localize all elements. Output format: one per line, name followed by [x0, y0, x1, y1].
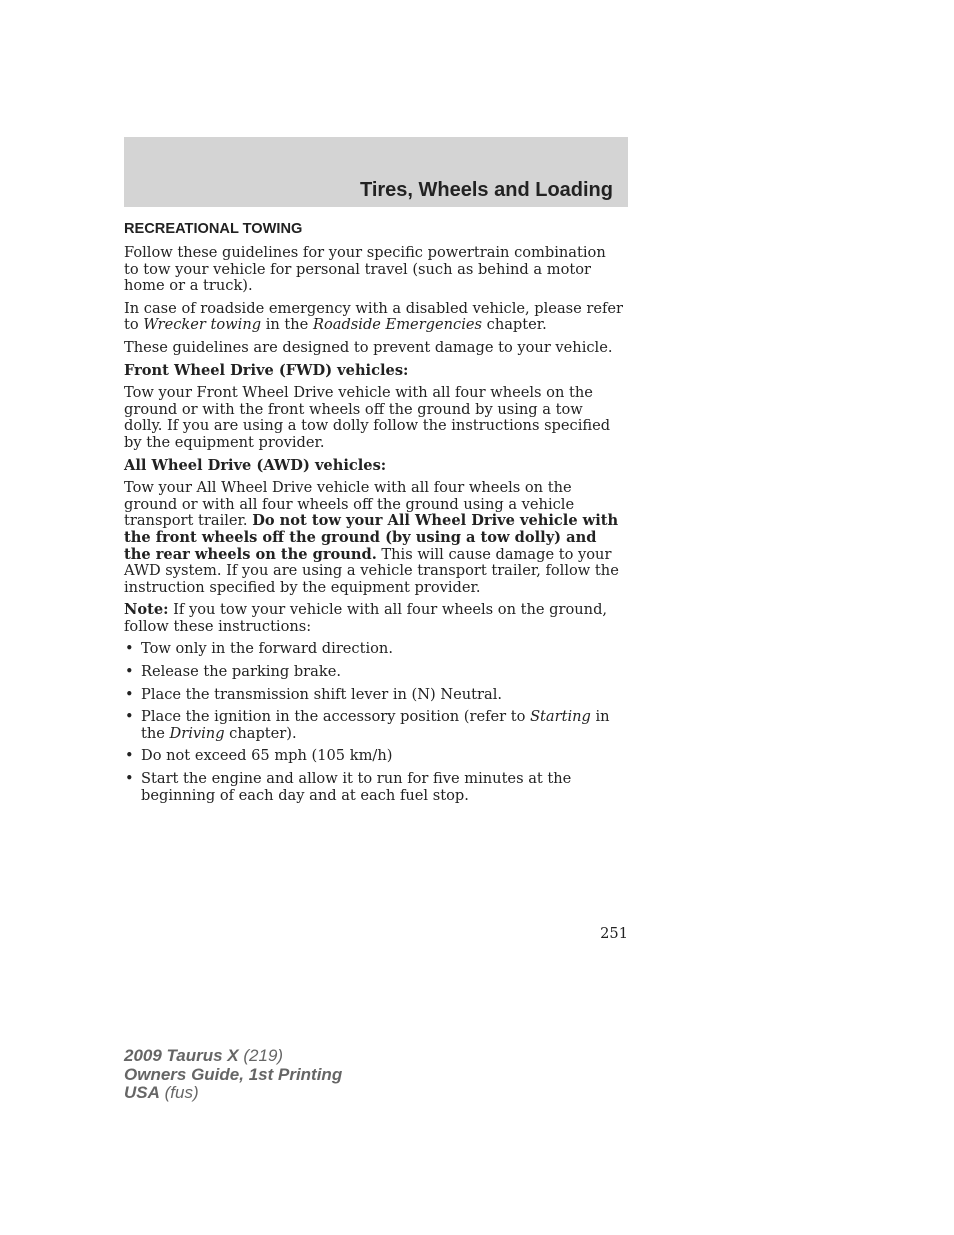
list-item-text-3: chapter).	[224, 724, 297, 742]
page-number: 251	[600, 925, 628, 942]
section-heading: RECREATIONAL TOWING	[124, 221, 303, 237]
page-content	[124, 219, 624, 810]
list-item-text: Do not exceed 65 mph (105 km/h)	[141, 747, 393, 765]
footer-market-line	[124, 1084, 342, 1103]
awd-text-2: This will cause damage to your AWD system. If you are using a vehicle transport trailer, follow the instruction specified by the equipment provider.	[124, 545, 619, 596]
fwd-subheading: Front Wheel Drive (FWD) vehicles:	[124, 361, 409, 379]
note-text: If you tow your vehicle with all four wheels on the ground, follow these instructions:	[124, 601, 608, 635]
footer-model-code: (219)	[238, 1046, 284, 1065]
bullet-icon: •	[125, 708, 134, 726]
bullet-icon: •	[125, 640, 134, 658]
bullet-icon: •	[125, 663, 134, 681]
bullet-icon: •	[125, 770, 134, 788]
awd-paragraph	[124, 480, 624, 596]
intro-paragraph: Follow these guidelines for your specific powertrain combination to tow your vehicle for personal travel (such as behind a motor home or a truck).	[124, 244, 606, 295]
footer-market-code: (fus)	[159, 1083, 199, 1102]
list-item-text-1: Place the ignition in the accessory position (refer to	[141, 708, 531, 726]
footer-guide: Owners Guide, 1st Printing	[124, 1064, 343, 1084]
wrecker-towing-ref: Wrecker towing	[143, 316, 262, 334]
list-item-text-2: in the	[141, 708, 610, 742]
list-item	[124, 687, 624, 704]
awd-warning: Do not tow your All Wheel Drive vehicle with the front wheels off the ground (by using a tow dolly) and the rear wheels on the ground.	[124, 512, 619, 563]
bullet-icon: •	[125, 747, 134, 765]
emergency-paragraph	[124, 301, 624, 334]
list-item	[124, 641, 624, 658]
note-paragraph	[124, 602, 624, 635]
footer-market: USA	[124, 1083, 160, 1102]
starting-ref: Starting	[530, 708, 591, 726]
note-label: Note:	[124, 601, 169, 619]
awd-subheading: All Wheel Drive (AWD) vehicles:	[124, 456, 387, 474]
section-header-band	[124, 137, 628, 207]
footer-guide-line	[124, 1066, 342, 1085]
list-item-text: Tow only in the forward direction.	[141, 640, 393, 658]
footer-model: 2009 Taurus X	[124, 1046, 239, 1065]
list-item-text: Place the transmission shift lever in (N) Neutral.	[141, 685, 502, 703]
driving-ref: Driving	[169, 724, 225, 742]
list-item-text: Start the engine and allow it to run for five minutes at the beginning of each day and at each fuel stop.	[141, 770, 572, 804]
list-item	[124, 709, 624, 742]
prevent-paragraph: These guidelines are designed to prevent damage to your vehicle.	[124, 338, 613, 356]
bullet-icon: •	[125, 685, 134, 703]
emergency-text-2: in the	[261, 316, 313, 334]
emergency-text-3: chapter.	[482, 316, 547, 334]
footer-model-line	[124, 1047, 342, 1066]
section-title: Tires, Wheels and Loading	[359, 179, 613, 201]
list-item	[124, 771, 624, 804]
emergency-text-1: In case of roadside emergency with a disabled vehicle, please refer to	[124, 299, 624, 334]
list-item	[124, 748, 624, 765]
awd-text-1: Tow your All Wheel Drive vehicle with all four wheels on the ground or with all four wheels off the ground using a vehicle transport trailer.	[124, 479, 575, 530]
document-footer	[124, 1047, 342, 1103]
list-item-text: Release the parking brake.	[141, 663, 341, 681]
list-item	[124, 664, 624, 681]
roadside-emergencies-ref: Roadside Emergencies	[312, 316, 483, 334]
fwd-paragraph: Tow your Front Wheel Drive vehicle with all four wheels on the ground or with the front wheels off the ground by using a tow dolly. If you are using a tow dolly follow the instructions specified by the equipment provider.	[124, 384, 611, 451]
towing-instructions-list	[124, 641, 624, 804]
